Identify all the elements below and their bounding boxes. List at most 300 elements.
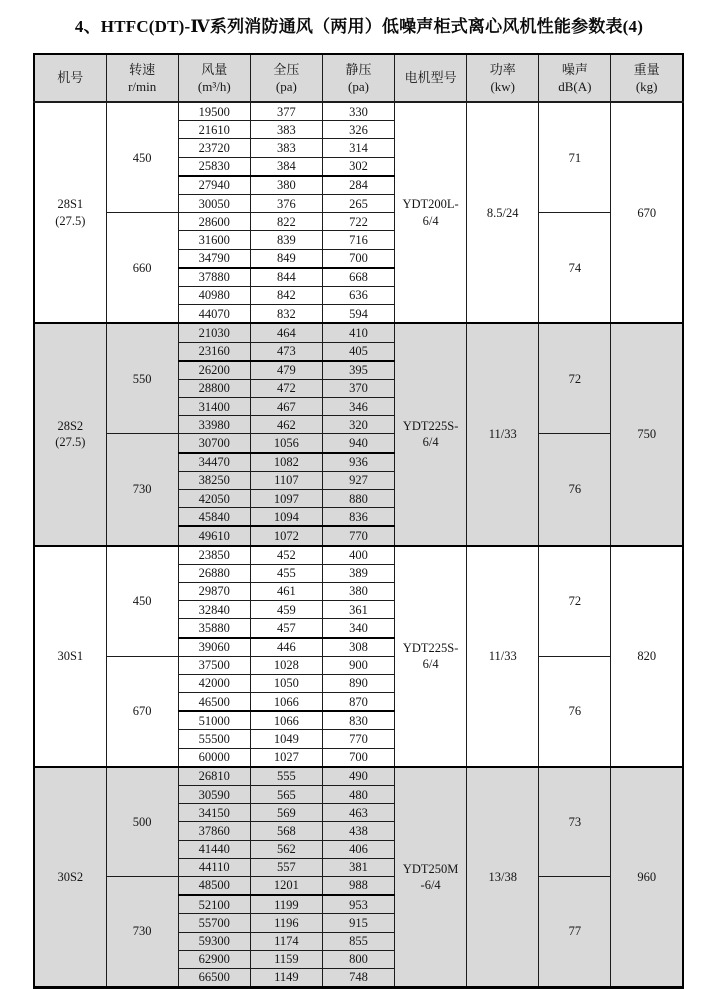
static-pressure-cell [322,195,394,213]
cell-line: 820 [637,649,657,664]
airflow-cell [178,121,250,139]
airflow-cell [178,213,250,231]
weight-cell [611,102,683,323]
table-row [34,876,683,895]
airflow-cell [178,693,250,712]
airflow-cell [178,711,250,730]
airflow-cell [178,231,250,249]
cell-line: 890 [349,676,368,691]
weight-cell [611,323,683,545]
cell-line: 34790 [198,251,230,266]
cell-line: 72 [568,371,582,386]
cell-line: 55500 [198,731,230,746]
cell-line: 25830 [198,159,230,174]
cell-line: 45840 [198,509,230,524]
total-pressure-cell [250,656,322,674]
total-pressure-cell [250,546,322,565]
speed-cell [106,102,178,213]
cell-line: 461 [277,584,296,599]
cell-line: 284 [349,178,368,193]
weight-cell [611,546,683,767]
airflow-cell [178,914,250,932]
cell-line: 870 [349,694,368,709]
cell-line: 30S1 [57,649,84,664]
cell-line: -6/4 [420,877,441,892]
airflow-cell [178,582,250,600]
static-pressure-cell [322,490,394,508]
cell-line: 77 [568,924,582,939]
static-pressure-cell [322,176,394,195]
cell-line: 915 [349,915,368,930]
cell-line: 59300 [198,934,230,948]
cell-line: 1066 [273,713,299,728]
cell-line: 314 [349,140,368,155]
static-pressure-cell [322,323,394,342]
cell-line: 1199 [274,897,299,912]
cell-line: 42050 [198,491,230,506]
cell-line: 71 [568,150,582,165]
cell-line: 风量 [201,61,228,77]
cell-line: 406 [349,842,368,857]
cell-line: 839 [277,232,296,247]
airflow-cell [178,619,250,638]
static-pressure-cell [322,932,394,950]
airflow-cell [178,674,250,692]
cell-line: 381 [349,860,368,875]
motor-model-cell [395,767,467,988]
total-pressure-cell [250,822,322,840]
cell-line: 842 [277,288,296,303]
cell-line: 1028 [273,658,299,673]
static-pressure-cell [322,656,394,674]
col-header-power [467,54,539,102]
cell-line: 28S2 [57,419,84,434]
noise-cell [539,213,611,324]
static-pressure-cell [322,674,394,692]
total-pressure-cell [250,268,322,287]
static-pressure-cell [322,361,394,380]
cell-line: 41440 [198,842,230,857]
cell-line: 51000 [198,713,230,728]
header-row [34,54,683,102]
speed-cell [106,434,178,546]
noise-cell [539,767,611,877]
static-pressure-cell [322,379,394,397]
total-pressure-cell [250,840,322,858]
total-pressure-cell [250,121,322,139]
airflow-cell [178,195,250,213]
airflow-cell [178,932,250,950]
static-pressure-cell [322,398,394,416]
motor-model-cell [395,546,467,767]
total-pressure-cell [250,601,322,619]
cell-line: 26200 [198,363,230,378]
total-pressure-cell [250,213,322,231]
total-pressure-cell [250,526,322,545]
static-pressure-cell [322,471,394,489]
cell-line: 30S2 [57,869,84,884]
static-pressure-cell [322,914,394,932]
total-pressure-cell [250,674,322,692]
airflow-cell [178,950,250,968]
cell-line: 1094 [273,509,299,524]
cell-line: 400 [349,548,368,563]
cell-line: 转速 [129,61,156,77]
total-pressure-cell [250,139,322,157]
static-pressure-cell [322,804,394,822]
airflow-cell [178,249,250,268]
table-row [34,434,683,453]
cell-line: 52100 [198,897,230,912]
power-cell [467,323,539,545]
airflow-cell [178,416,250,434]
cell-line: 1174 [274,934,299,948]
noise-cell [539,876,611,987]
static-pressure-cell [322,858,394,876]
table-body [34,102,683,988]
cell-line: 330 [349,104,368,119]
cell-line: (pa) [275,79,297,95]
cell-line: 722 [349,214,368,229]
static-pressure-cell [322,619,394,638]
cell-line: 1097 [273,491,299,506]
machine-no-cell [34,767,106,988]
noise-cell [539,434,611,546]
static-pressure-cell [322,711,394,730]
cell-line: 功率 [489,61,516,77]
static-pressure-cell [322,840,394,858]
airflow-cell [178,286,250,304]
cell-line: 11/33 [488,649,517,664]
total-pressure-cell [250,286,322,304]
cell-line: 48500 [198,878,230,893]
cell-line: 全压 [273,61,300,77]
airflow-cell [178,730,250,748]
cell-line: 636 [349,288,368,303]
cell-line: 31600 [198,232,230,247]
airflow-cell [178,379,250,397]
cell-line: 340 [349,620,368,635]
cell-line: 1049 [273,731,299,746]
cell-line: 76 [568,704,582,719]
cell-line: r/min [128,79,157,95]
cell-line: 49610 [198,528,230,543]
cell-line: 23720 [198,140,230,155]
cell-line: 770 [349,528,368,543]
cell-line: 37500 [198,658,230,673]
cell-line: 450 [132,594,152,609]
total-pressure-cell [250,508,322,527]
total-pressure-cell [250,379,322,397]
airflow-cell [178,434,250,453]
cell-line: YDT225S- [402,640,459,655]
cell-line: 844 [277,270,296,285]
cell-line: 62900 [198,952,230,967]
cell-line: 1201 [273,878,299,893]
speed-cell [106,876,178,987]
airflow-cell [178,526,250,545]
total-pressure-cell [250,416,322,434]
total-pressure-cell [250,323,322,342]
static-pressure-cell [322,416,394,434]
cell-line: 37860 [198,823,230,838]
static-pressure-cell [322,748,394,767]
total-pressure-cell [250,748,322,767]
airflow-cell [178,767,250,786]
cell-line: YDT250M [402,861,459,876]
airflow-cell [178,876,250,895]
cell-line: 988 [349,878,368,893]
total-pressure-cell [250,490,322,508]
total-pressure-cell [250,434,322,453]
static-pressure-cell [322,526,394,545]
static-pressure-cell [322,730,394,748]
airflow-cell [178,453,250,472]
table-row [34,656,683,674]
static-pressure-cell [322,305,394,324]
cell-line: 438 [349,823,368,838]
col-header-airflow [178,54,250,102]
airflow-cell [178,858,250,876]
col-header-machine-no [34,54,106,102]
total-pressure-cell [250,453,322,472]
cell-line: 1196 [274,915,299,930]
cell-line: YDT200L- [402,197,459,212]
cell-line: 832 [277,306,296,321]
static-pressure-cell [322,693,394,712]
cell-line: 594 [349,306,368,321]
cell-line: 32840 [198,602,230,617]
static-pressure-cell [322,268,394,287]
cell-line: 464 [277,325,296,340]
speed-cell [106,546,178,657]
airflow-cell [178,157,250,176]
cell-line: 电机型号 [404,70,457,86]
airflow-cell [178,786,250,804]
total-pressure-cell [250,804,322,822]
total-pressure-cell [250,711,322,730]
static-pressure-cell [322,139,394,157]
airflow-cell [178,804,250,822]
cell-line: 730 [132,924,152,939]
cell-line: 389 [349,566,368,581]
total-pressure-cell [250,767,322,786]
cell-line: 457 [277,620,296,635]
total-pressure-cell [250,231,322,249]
airflow-cell [178,102,250,121]
col-header-total-pressure [250,54,322,102]
cell-line: 28600 [198,214,230,229]
cell-line: 562 [277,842,296,857]
static-pressure-cell [322,582,394,600]
total-pressure-cell [250,342,322,361]
cell-line: 370 [349,381,368,396]
airflow-cell [178,490,250,508]
cell-line: 557 [277,860,296,875]
cell-line: 377 [277,104,296,119]
cell-line: 555 [277,769,296,784]
cell-line: 361 [349,602,368,617]
total-pressure-cell [250,564,322,582]
total-pressure-cell [250,968,322,987]
cell-line: 35880 [198,620,230,635]
cell-line: 405 [349,344,368,358]
cell-line: 42000 [198,676,230,691]
col-header-motor-model [395,54,467,102]
noise-cell [539,102,611,213]
cell-line: (27.5) [55,435,86,450]
cell-line: 326 [349,122,368,137]
static-pressure-cell [322,508,394,527]
static-pressure-cell [322,601,394,619]
cell-line: 550 [132,371,152,386]
cell-line: 452 [277,548,296,563]
cell-line: 21030 [198,325,230,340]
col-header-speed [106,54,178,102]
cell-line: 800 [349,952,368,967]
cell-line: (27.5) [55,213,86,228]
cell-line: 21610 [198,122,230,137]
airflow-cell [178,822,250,840]
cell-line: 936 [349,455,368,470]
cell-line: 565 [277,787,296,802]
static-pressure-cell [322,434,394,453]
cell-line: 6/4 [422,213,439,228]
cell-line: 30590 [198,787,230,802]
total-pressure-cell [250,638,322,657]
static-pressure-cell [322,876,394,895]
cell-line: 384 [277,159,296,174]
static-pressure-cell [322,249,394,268]
cell-line: 30050 [198,196,230,211]
cell-line: 700 [349,251,368,266]
cell-line: 880 [349,491,368,506]
airflow-cell [178,139,250,157]
airflow-cell [178,305,250,324]
cell-line: 66500 [198,970,230,985]
col-header-noise [539,54,611,102]
total-pressure-cell [250,361,322,380]
cell-line: 55700 [198,915,230,930]
cell-line: 568 [277,823,296,838]
cell-line: 23850 [198,548,230,563]
cell-line: 450 [132,150,152,165]
airflow-cell [178,508,250,527]
cell-line: 490 [349,769,368,784]
airflow-cell [178,564,250,582]
machine-no-cell [34,546,106,767]
total-pressure-cell [250,471,322,489]
cell-line: 26880 [198,566,230,581]
cell-line: 44070 [198,306,230,321]
total-pressure-cell [250,950,322,968]
cell-line: 机号 [57,70,84,86]
static-pressure-cell [322,231,394,249]
cell-line: 23160 [198,344,230,358]
cell-line: (m³/h) [197,79,231,95]
cell-line: 569 [277,805,296,820]
cell-line: 748 [349,970,368,985]
cell-line: 500 [132,814,152,829]
total-pressure-cell [250,786,322,804]
cell-line: 716 [349,232,368,247]
cell-line: 26810 [198,769,230,784]
airflow-cell [178,268,250,287]
cell-line: 73 [568,814,582,829]
machine-no-cell [34,102,106,323]
airflow-cell [178,748,250,767]
cell-line: 462 [277,417,296,432]
cell-line: 670 [132,704,152,719]
cell-line: 37880 [198,270,230,285]
cell-line: 40980 [198,288,230,303]
airflow-cell [178,638,250,657]
cell-line: 320 [349,417,368,432]
static-pressure-cell [322,453,394,472]
cell-line: 1072 [273,528,299,543]
static-pressure-cell [322,786,394,804]
static-pressure-cell [322,950,394,968]
col-header-weight [611,54,683,102]
cell-line: 74 [568,260,582,275]
total-pressure-cell [250,398,322,416]
total-pressure-cell [250,914,322,932]
cell-line: 410 [349,325,368,340]
speed-cell [106,767,178,877]
cell-line: 6/4 [422,657,439,672]
static-pressure-cell [322,342,394,361]
airflow-cell [178,471,250,489]
cell-line: (kg) [635,79,658,95]
airflow-cell [178,840,250,858]
static-pressure-cell [322,213,394,231]
cell-line: 346 [349,399,368,414]
total-pressure-cell [250,876,322,895]
power-cell [467,767,539,988]
cell-line: 670 [637,205,657,220]
table-header [34,54,683,102]
total-pressure-cell [250,102,322,121]
cell-line: 953 [349,897,368,912]
cell-line: 11/33 [488,427,517,442]
airflow-cell [178,895,250,914]
cell-line: 6/4 [422,435,439,450]
static-pressure-cell [322,638,394,657]
static-pressure-cell [322,102,394,121]
fan-performance-table [33,53,684,989]
cell-line: 660 [132,260,152,275]
power-cell [467,102,539,323]
cell-line: (kw) [490,79,515,95]
noise-cell [539,656,611,767]
cell-line: 395 [349,363,368,378]
cell-line: 72 [568,594,582,609]
airflow-cell [178,656,250,674]
static-pressure-cell [322,822,394,840]
cell-line: 33980 [198,417,230,432]
static-pressure-cell [322,564,394,582]
cell-line: 308 [349,640,368,654]
cell-line: 770 [349,731,368,746]
cell-line: 463 [349,805,368,820]
cell-line: 302 [349,159,368,174]
cell-line: 849 [277,251,296,266]
col-header-static-pressure [322,54,394,102]
cell-line: 34470 [198,455,230,470]
cell-line: 1082 [273,455,299,470]
airflow-cell [178,398,250,416]
cell-line: 479 [277,363,296,378]
